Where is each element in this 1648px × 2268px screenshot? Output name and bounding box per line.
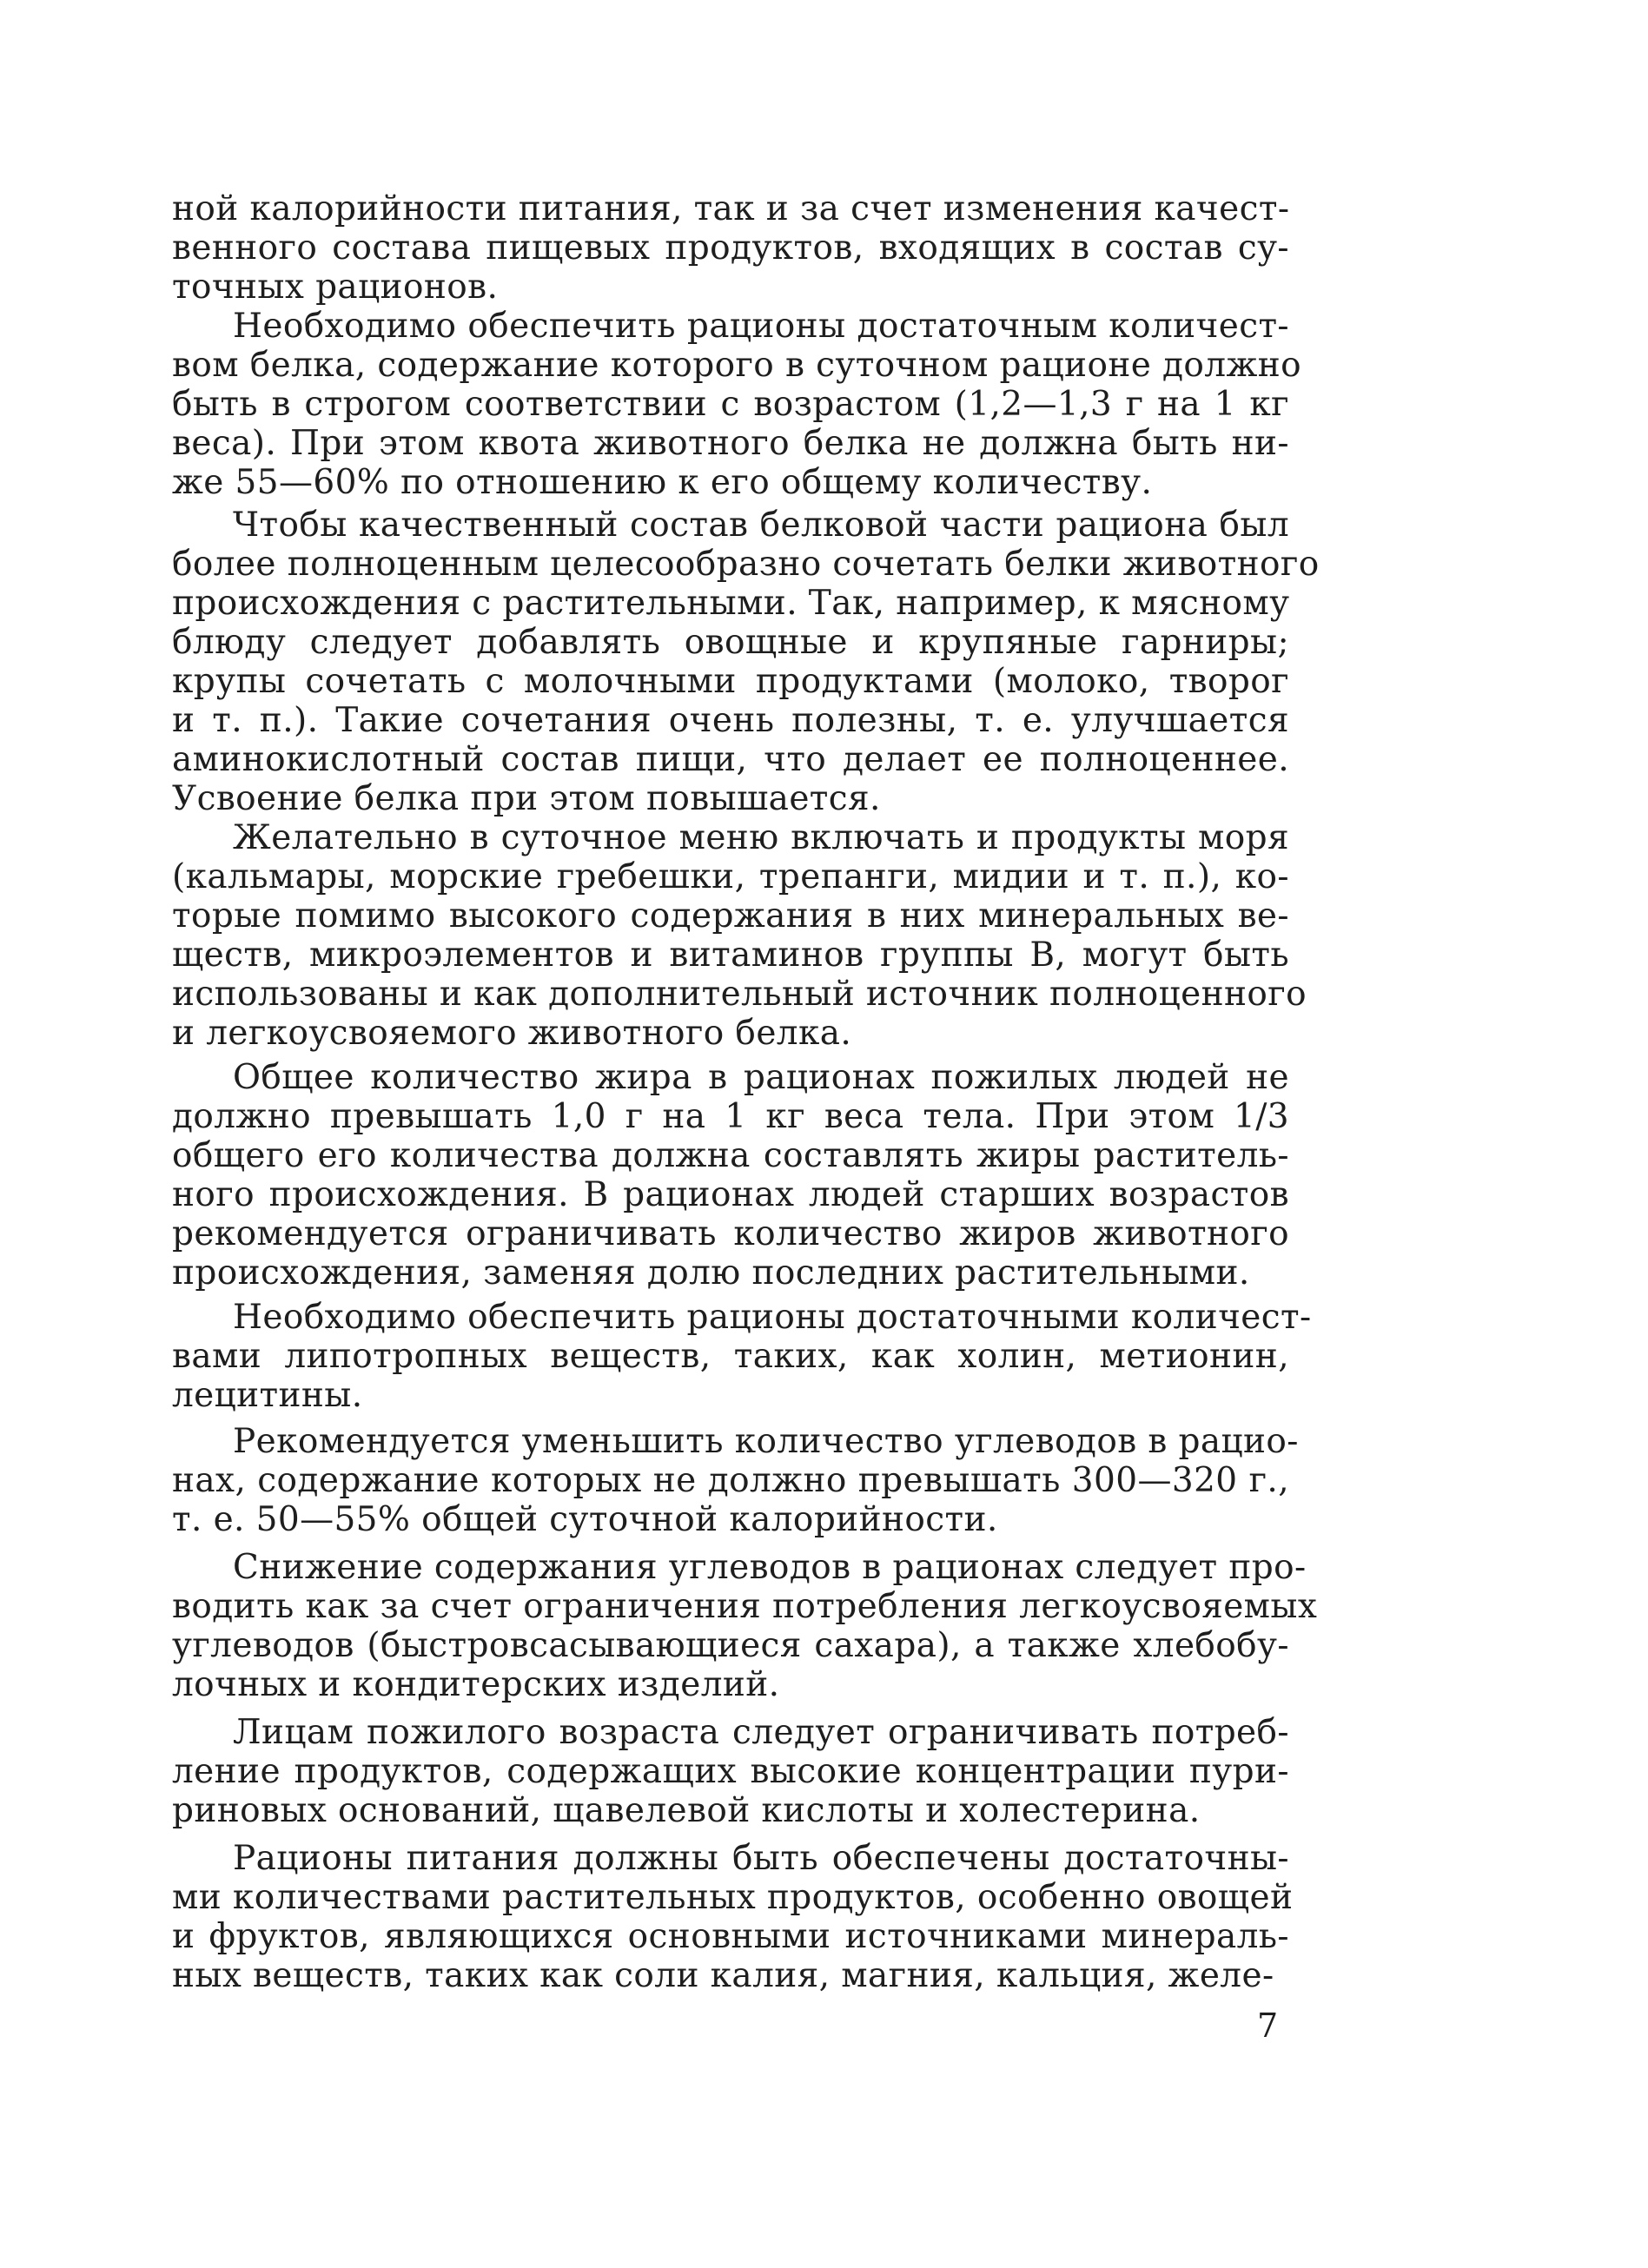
text-line: нах, содержание которых не должно превышать 300—320 г., — [172, 1461, 1289, 1500]
text-line: и фруктов, являющихся основными источниками минераль- — [172, 1917, 1289, 1956]
text-line: углеводов (быстровсасывающиеся сахара), а также хлебобу- — [172, 1626, 1289, 1665]
text-line: Снижение содержания углеводов в рационах следует про- — [233, 1548, 1307, 1587]
text-line: Рекомендуется уменьшить количество углеводов в рацио- — [233, 1422, 1299, 1461]
text-line: более полноценным целесообразно сочетать белки животного — [172, 545, 1320, 584]
text-line: крупы сочетать с молочными продуктами (молоко, творог — [172, 662, 1289, 701]
paragraph — [172, 1548, 1318, 1704]
text-line: венного состава пищевых продуктов, входящих в состав су- — [172, 228, 1289, 268]
paragraph — [172, 1839, 1294, 1995]
text-line: Желательно в суточное меню включать и продукты моря — [233, 818, 1289, 857]
text-line: рекомендуется ограничивать количество жиров животного — [172, 1214, 1289, 1253]
paragraph-gap — [172, 1704, 1289, 1713]
paragraph — [172, 307, 1302, 502]
paragraph — [172, 1058, 1289, 1293]
text-line: т. е. 50—55% общей суточной калорийности. — [172, 1500, 998, 1539]
paragraph-gap — [172, 1415, 1289, 1422]
text-line: ных веществ, таких как соли калия, магния, кальция, желе- — [172, 1956, 1274, 1995]
text-line: происхождения, заменяя долю последних растительными. — [172, 1253, 1250, 1293]
text-line: же 55—60% по отношению к его общему количеству. — [172, 463, 1153, 502]
text-line: и легкоусвояемого животного белка. — [172, 1014, 852, 1053]
text-line: лецитины. — [172, 1376, 363, 1415]
text-line: должно превышать 1,0 г на 1 кг веса тела. При этом 1/3 — [172, 1097, 1289, 1136]
text-line: ного происхождения. В рационах людей старших возрастов — [172, 1175, 1289, 1214]
body-text — [172, 189, 1320, 1995]
text-line: ление продуктов, содержащих высокие концентрации пури- — [172, 1752, 1289, 1791]
text-line: быть в строгом соответствии с возрастом (1,2—1,3 г на 1 кг — [172, 385, 1289, 424]
text-line: ной калорийности питания, так и за счет изменения качест- — [172, 189, 1290, 228]
text-line: лочных и кондитерских изделий. — [172, 1665, 780, 1704]
paragraph-gap — [172, 1830, 1289, 1839]
text-line: ми количествами растительных продуктов, особенно овощей — [172, 1878, 1294, 1917]
text-line: Необходимо обеспечить рационы достаточными количест- — [233, 1298, 1312, 1337]
text-line: торые помимо высокого содержания в них минеральных ве- — [172, 896, 1289, 936]
text-line: веса). При этом квота животного белка не должна быть ни- — [172, 424, 1289, 463]
text-line: (кальмары, морские гребешки, трепанги, мидии и т. п.), ко- — [172, 857, 1289, 896]
paragraph-gap — [172, 1539, 1289, 1548]
text-line: риновых оснований, щавелевой кислоты и холестерина. — [172, 1791, 1201, 1830]
paragraph — [172, 1422, 1299, 1539]
text-line: Рационы питания должны быть обеспечены достаточны- — [233, 1839, 1289, 1878]
text-line: ществ, микроэлементов и витаминов группы В, могут быть — [172, 936, 1289, 975]
text-line: аминокислотный состав пищи, что делает ее полноценнее. — [172, 740, 1289, 779]
text-line: водить как за счет ограничения потребления легкоусвояемых — [172, 1587, 1318, 1626]
page-number: 7 — [1257, 2007, 1279, 2045]
text-line: использованы и как дополнительный источник полноценного — [172, 975, 1307, 1014]
text-line: Лицам пожилого возраста следует ограничивать потреб- — [233, 1713, 1289, 1752]
text-line: Общее количество жира в рационах пожилых людей не — [233, 1058, 1289, 1097]
text-line: точных рационов. — [172, 268, 499, 307]
text-line: вом белка, содержание которого в суточном рационе должно — [172, 346, 1302, 385]
text-line: происхождения с растительными. Так, например, к мясному — [172, 584, 1290, 623]
text-line: Усвоение белка при этом повышается. — [172, 779, 881, 818]
text-line: вами липотропных веществ, таких, как холин, метионин, — [172, 1337, 1289, 1376]
paragraph — [172, 1713, 1289, 1830]
text-line: блюду следует добавлять овощные и крупяные гарниры; — [172, 623, 1289, 662]
text-line: Необходимо обеспечить рационы достаточным количест- — [233, 307, 1289, 346]
paragraph — [172, 1298, 1312, 1415]
text-line: и т. п.). Такие сочетания очень полезны, т. е. улучшается — [172, 701, 1289, 740]
text-line: общего его количества должна составлять жиры раститель- — [172, 1136, 1289, 1175]
text-line: Чтобы качественный состав белковой части рациона был — [233, 506, 1289, 545]
paragraph — [172, 506, 1320, 818]
paragraph — [172, 818, 1307, 1053]
paragraph — [172, 189, 1289, 307]
